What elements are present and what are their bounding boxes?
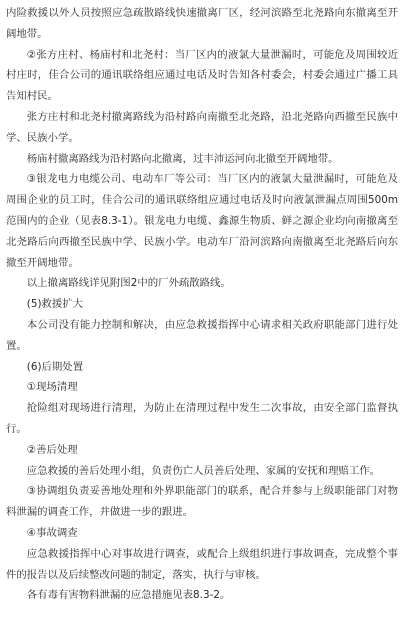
paragraph-yangmiao-route: 杨庙村撤离路线为沿村路向北撤离，过丰沛运河向北撤至开阔地带。 <box>26 152 339 165</box>
paragraph-aftermath: 应急救援的善后处理小组，负责伤亡人员善后处理、家属的安抚和理赔工作。 <box>26 464 381 477</box>
paragraph-accident-investigation: 应急救援指挥中心对事故进行调查，或配合上级组织进行事故调查，完成整个事件的报告以及后续整改问题的制定，落实，执行与审核。 <box>6 547 398 581</box>
heading-rescue-expansion: (5)救援扩大 <box>26 298 84 311</box>
paragraph-coordination-group: ③协调组负责妥善地处理和外界职能部门的联系，配合并参与上级职能部门对物料泄漏的调查工作，并做进一步的跟进。 <box>6 485 398 519</box>
paragraph-zhangfangzhuang-beiyao-route: 张方庄村和北尧村撤离路线为沿村路向南撤至北尧路，沿北尧路向西撤至民族中学、民族小学。 <box>6 110 398 144</box>
heading-site-cleanup: ①现场清理 <box>26 381 78 394</box>
paragraph-route-figure-reference: 以上撤离路线详见附图2中的厂外疏散路线。 <box>26 277 231 290</box>
paragraph-evacuation-route-continued: 内险救援以外人员按照应急疏散路线快速撤离厂区，经河滨路至北尧路向东撤离至开阔地带。 <box>6 7 398 40</box>
paragraph-villages-notification: ②张方庄村、杨庙村和北尧村：当厂区内的液氯大量泄漏时，可能危及周围较近村庄时，佳合公司的通讯联络组应通过电话及时告知各村委会，村委会通过广播工具告知村民。 <box>6 48 398 103</box>
paragraph-site-cleanup: 抢险组对现场进行清理，为防止在清理过程中发生二次事故，由安全部门监督执行。 <box>6 402 398 435</box>
paragraph-rescue-expansion: 本公司没有能力控制和解决，由应急救援指挥中心请求相关政府职能部门进行处置。 <box>6 318 398 352</box>
heading-aftermath: ②善后处理 <box>26 443 78 456</box>
heading-post-disposal: (6)后期处置 <box>26 360 84 373</box>
heading-accident-investigation: ④事故调查 <box>26 526 78 539</box>
paragraph-nearby-companies: ③银龙电力电缆公司、电动车厂等公司：当厂区内的液氯大量泄漏时，可能危及周围企业的员工时，佳合公司的通讯联络组应通过电话及时向液氯泄漏点周围500m范围内的企业（见表8.3-1）。银龙电力电缆、鑫源生物质、鲜之源企业均向南撤离至北尧路后向西撤至民族中学、民族小学。电动车厂沿河滨路向南撤离至北尧路后向东撤至开阔地带。 <box>6 173 398 269</box>
paragraph-table-reference: 各有毒有害物料泄漏的应急措施见表8.3-2。 <box>26 589 231 602</box>
